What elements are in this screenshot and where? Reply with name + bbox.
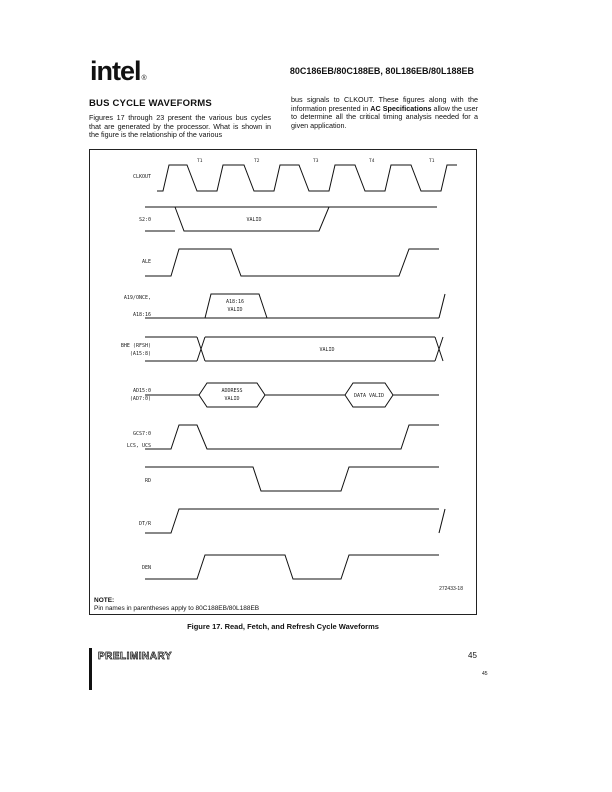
signal-label-s2-0: S2:0	[138, 217, 151, 223]
a18-16-valid-label-1: A18:16	[225, 299, 245, 305]
gcs-waveform	[145, 425, 439, 449]
registered-mark: ®	[141, 75, 146, 82]
page-number-small: 45	[482, 671, 488, 677]
s2-0-valid-label: VALID	[246, 217, 262, 223]
signal-label-dtr: DT/R	[138, 521, 151, 527]
figure-id: 272433-18	[439, 586, 463, 592]
address-valid-label-1: ADDRESS	[221, 388, 243, 394]
signal-label-a15-8: (A15:8)	[129, 351, 151, 357]
data-valid-label: DATA VALID	[353, 393, 385, 399]
tstate-label: T1	[197, 159, 203, 164]
note-label: NOTE:	[94, 597, 115, 604]
figure-caption: Figure 17. Read, Fetch, and Refresh Cycle Waveforms	[187, 622, 379, 631]
signal-label-a18-16: A18:16	[132, 312, 151, 318]
timing-diagram	[89, 149, 477, 615]
bhe-valid-label: VALID	[319, 347, 335, 353]
ac-specifications-ref: AC Specifications	[370, 103, 432, 113]
den-waveform	[145, 555, 439, 579]
tstate-label: T2	[254, 159, 260, 164]
signal-label-gcs: GCS7:0	[132, 431, 151, 437]
signal-label-clkout: CLKOUT	[132, 174, 151, 180]
rd-waveform	[145, 467, 439, 491]
revision-bar	[89, 648, 92, 690]
dtr-waveform	[145, 509, 439, 533]
signal-label-a19-once: A19/ONCE,	[123, 295, 151, 301]
signal-label-ale: ALE	[141, 259, 151, 265]
section-heading: BUS CYCLE WAVEFORMS	[89, 98, 212, 109]
a18-16-valid-region	[205, 294, 267, 318]
intel-logo	[90, 56, 146, 87]
intro-paragraph-left: Figures 17 through 23 present the various bus cycles that are generated by the processor. What is shown in the figure is the relationship of the various	[89, 113, 271, 140]
intro-right-text-b: allow the user to determine all the critical timing analysis needed for a given application.	[291, 103, 478, 130]
dtr-edge-end	[439, 509, 445, 533]
a18-16-valid-label-2: VALID	[227, 307, 243, 313]
address-valid-label-2: VALID	[224, 396, 240, 402]
a18-16-edge	[439, 294, 445, 318]
signal-label-bhe: BHE (RFSH)	[120, 343, 151, 349]
signal-label-ad15-0: AD15:0	[132, 388, 151, 394]
signal-label-rd: RD	[144, 478, 151, 484]
page-number: 45	[468, 651, 477, 660]
part-numbers-header: 80C186EB/80C188EB, 80L186EB/80L188EB	[289, 66, 474, 76]
logo-text: intel	[90, 56, 141, 86]
ale-waveform	[145, 249, 439, 276]
intro-paragraph-right	[291, 96, 478, 130]
intro-right-text-a: bus signals to CLKOUT. These figures along with the information presented in	[291, 95, 478, 113]
preliminary-label: PRELIMINARY	[98, 651, 173, 662]
ad-address-valid-region	[199, 383, 265, 407]
signal-label-lcs-ucs: LCS, UCS	[126, 443, 151, 449]
note-text: Pin names in parentheses apply to 80C188EB/80L188EB	[94, 605, 260, 612]
signal-label-ad7-0: (AD7:0)	[129, 396, 151, 402]
signal-label-den: DEN	[141, 565, 151, 571]
tstate-label: T1	[429, 159, 435, 164]
tstate-label: T4	[369, 159, 375, 164]
tstate-label: T3	[313, 159, 319, 164]
clkout-waveform	[157, 165, 457, 191]
